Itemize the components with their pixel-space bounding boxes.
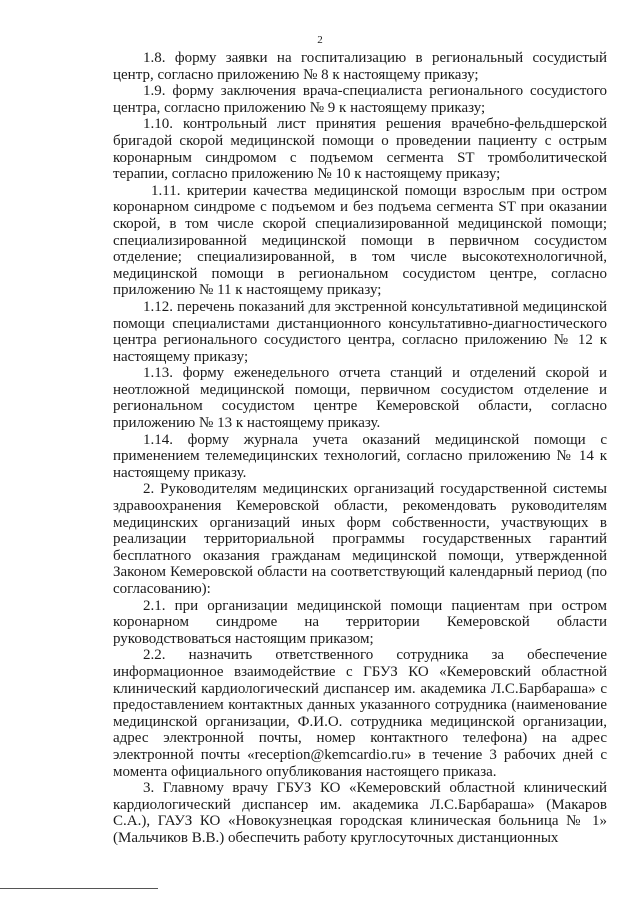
- document-body: [113, 50, 607, 847]
- footnote-divider: [0, 888, 158, 889]
- paragraph-1-14: 1.14. форму журнала учета оказаний медицинской помощи с применением телемедицинских технологий, согласно приложению № 14 к настоящему приказу.: [113, 431, 607, 481]
- paragraph-2: 2. Руководителям медицинских организаций государственной системы здравоохранения Кемеровской области, рекомендовать руководителям медицинских организаций иных форм собственности, участвующих в реализации территориальной программы государственных гарантий бесплатного оказания гражданам медицинской помощи, утвержденной Законом Кемеровской области на соответствующий календарный период (по согласованию):: [113, 481, 607, 597]
- page-number: 2: [317, 34, 323, 46]
- paragraph-3: 3. Главному врачу ГБУЗ КО «Кемеровский областной клинический кардиологический диспансер им. академика Л.С.Барбараша» (Макаров С.А.), ГАУЗ КО «Новокузнецкая городская клиническая больница № 1» (Мальчиков В.В.) обеспечить работу круглосуточных дистанционных: [113, 780, 607, 846]
- paragraph-1-11: 1.11. критерии качества медицинской помощи взрослым при остром коронарном синдроме с подъемом и без подъема сегмента ST при оказании скорой, в том числе скорой специализированной медицинской помощи; специализированной медицинской помощи в первичном сосудистом отделение; специализированной, в том числе высокотехнологичной, медицинской помощи в региональном сосудистом центре, согласно приложению № 11 к настоящему приказу;: [113, 182, 607, 299]
- paragraph-1-9: 1.9. форму заключения врача-специалиста регионального сосудистого центра, согласно приложению № 9 к настоящему приказу;: [113, 83, 607, 116]
- paragraph-1-12: 1.12. перечень показаний для экстренной консультативной медицинской помощи специалистами дистанционного консультативно-диагностического центра регионального сосудистого центра, согласно приложению № 12 к настоящему приказу;: [113, 298, 607, 365]
- paragraph-1-8: 1.8. форму заявки на госпитализацию в региональный сосудистый центр, согласно приложению № 8 к настоящему приказу;: [113, 50, 607, 83]
- paragraph-2-2: 2.2. назначить ответственного сотрудника за обеспечение информационное взаимодействие с ГБУЗ КО «Кемеровский областной клинический кардиологический диспансер им. академика Л.С.Барбараша» с предоставлением контактных данных указанного сотрудника (наименование медицинской организации, Ф.И.О. сотрудника медицинской организации, адрес электронной почты, номер контактного телефона) на адрес электронной почты «reception@kemcardio.ru» в течение 3 рабочих дней с момента официального опубликования настоящего приказа.: [113, 647, 607, 780]
- paragraph-1-10: 1.10. контрольный лист принятия решения врачебно-фельдшерской бригадой скорой медицинской помощи о проведении пациенту с острым коронарным синдромом с подъемом сегмента ST тромболитической терапии, согласно приложению № 10 к настоящему приказу;: [113, 116, 607, 183]
- paragraph-2-1: 2.1. при организации медицинской помощи пациентам при остром коронарном синдроме на территории Кемеровской области руководствоваться настоящим приказом;: [113, 597, 607, 647]
- paragraph-1-13: 1.13. форму еженедельного отчета станций и отделений скорой и неотложной медицинской помощи, первичном сосудистом отделение и региональном сосудистом центре Кемеровской области, согласно приложению № 13 к настоящему приказу.: [113, 365, 607, 432]
